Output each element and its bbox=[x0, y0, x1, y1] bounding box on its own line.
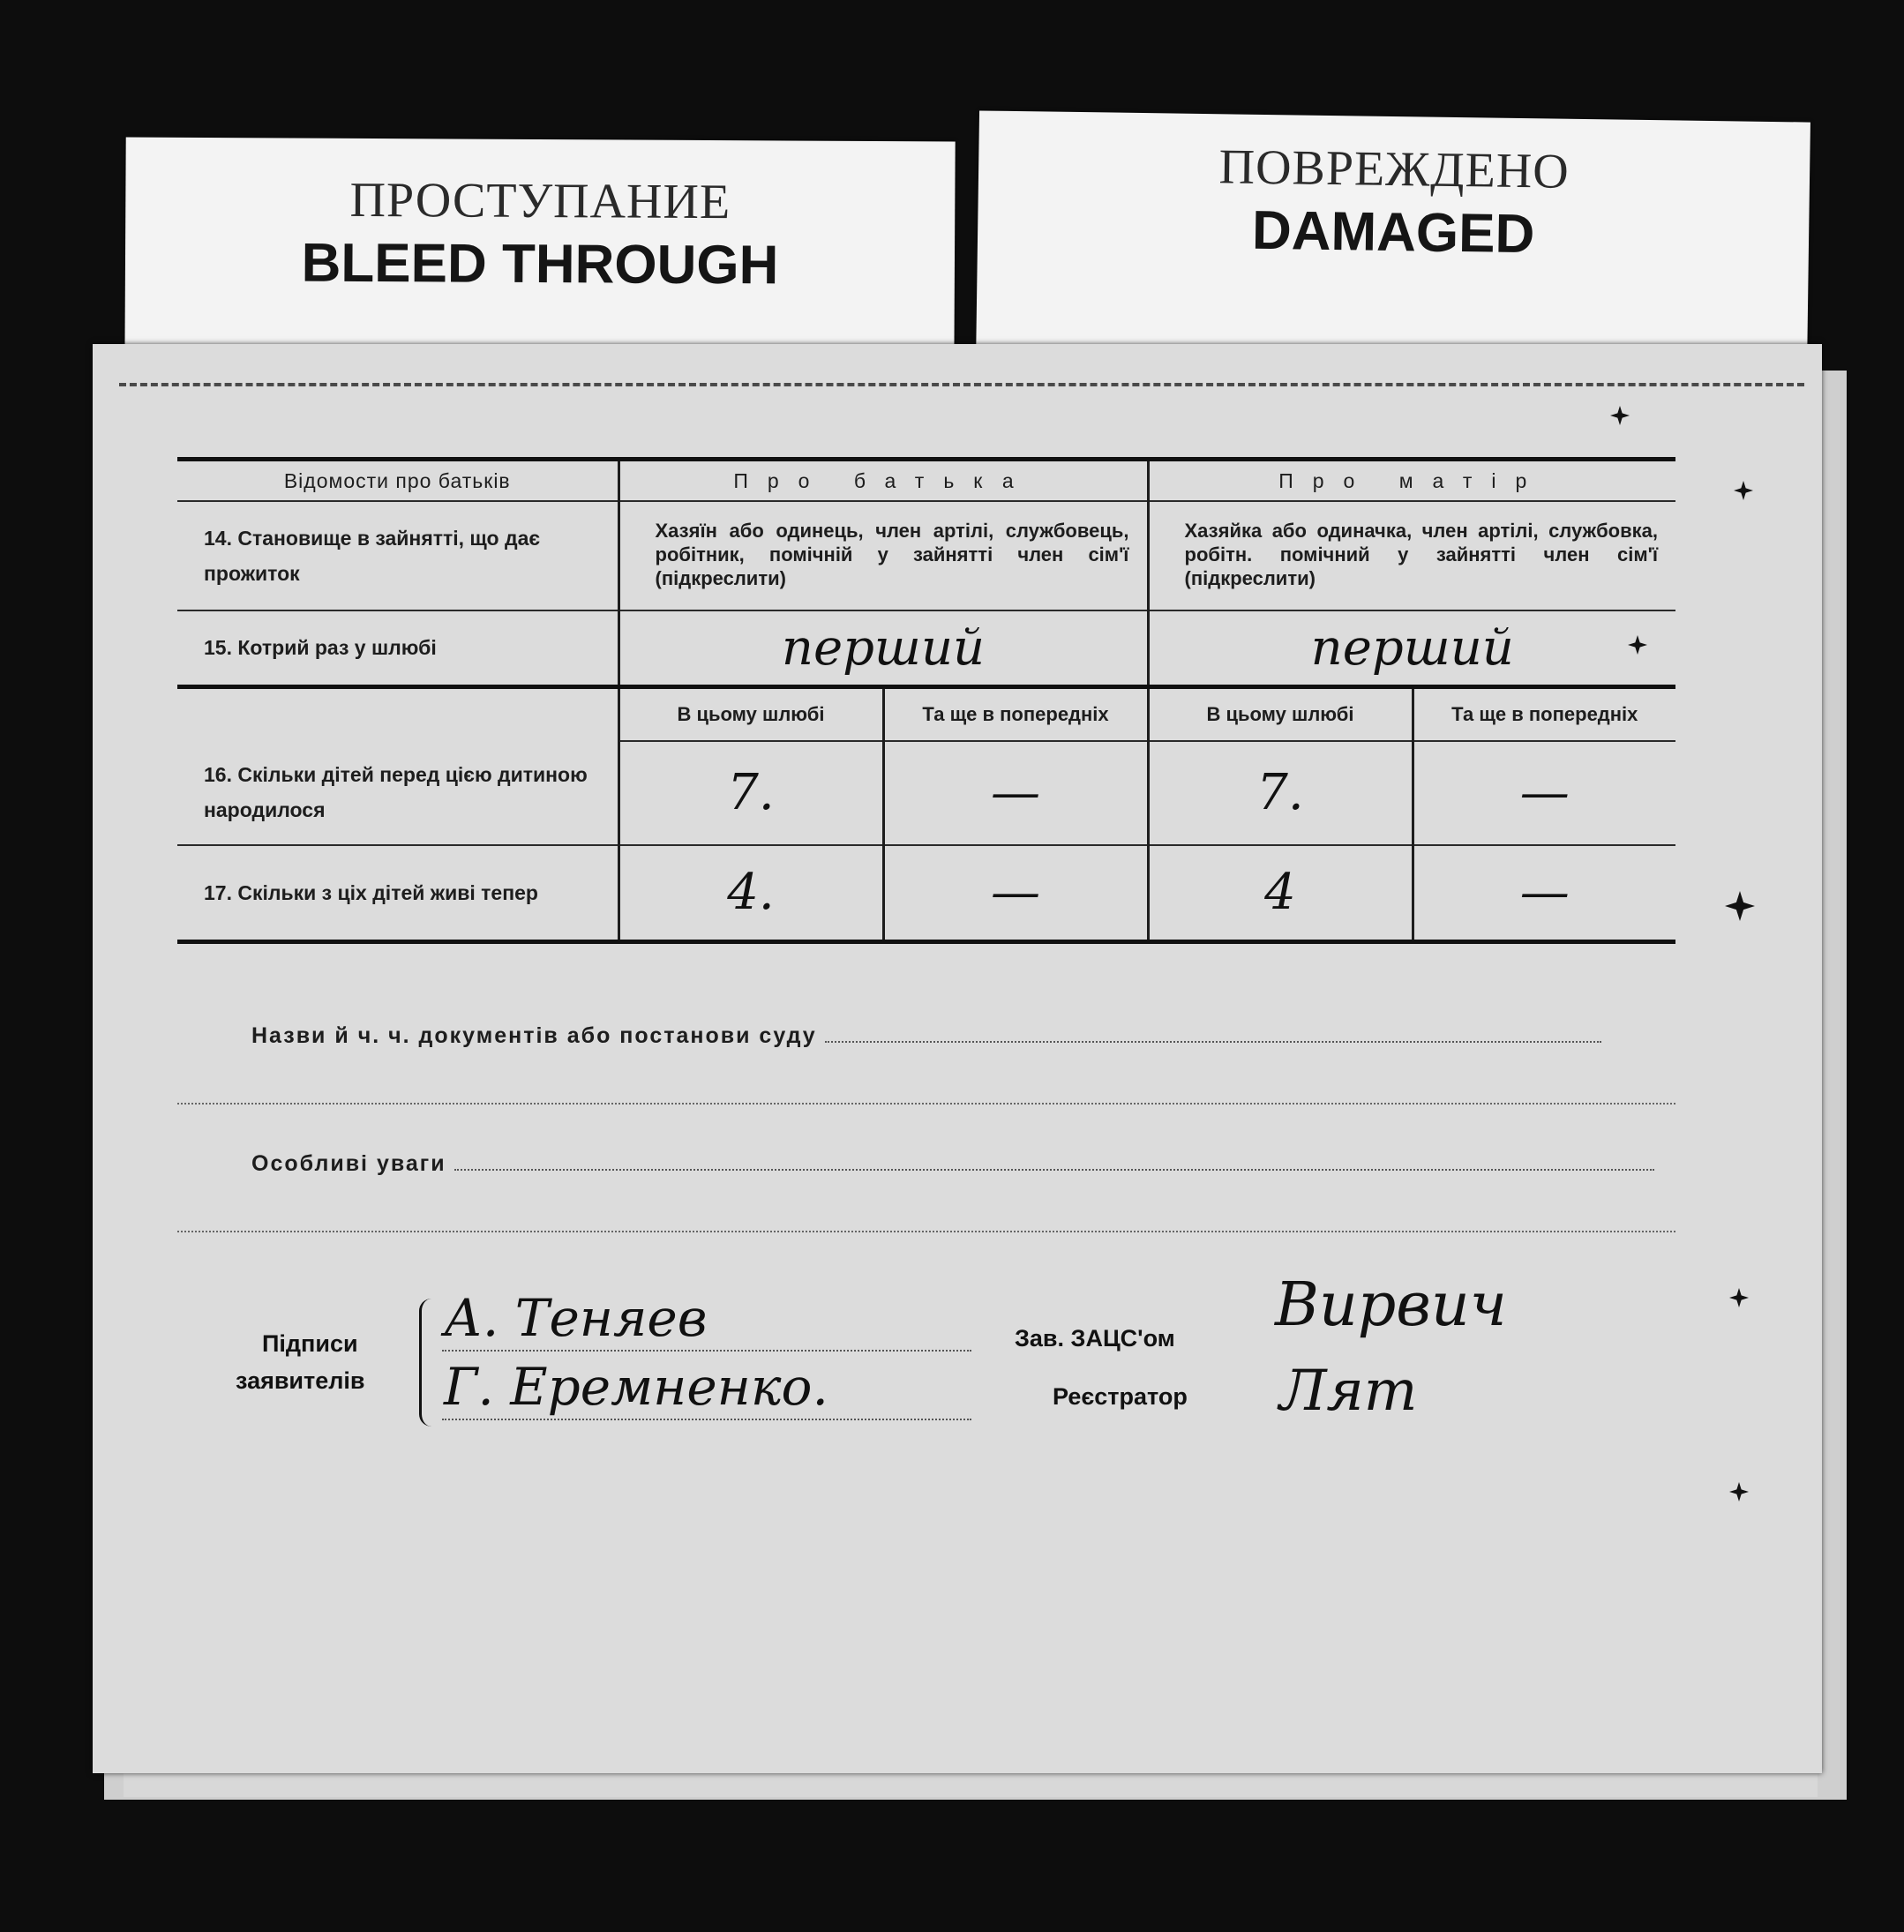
tag-text-en: BLEED THROUGH bbox=[301, 232, 779, 296]
subheader-mother-this: В цьому шлюбі bbox=[1148, 686, 1413, 741]
tag-text-en: DAMAGED bbox=[1251, 199, 1535, 266]
applicants-brace bbox=[419, 1299, 441, 1427]
row-14-father-options: Хазяїн або одинець, член артілі, службовець, робітник, помічній у зайнятті член сім'ї (підкреслити) bbox=[618, 501, 1148, 610]
tag-text-ru: ПРОСТУПАНИЕ bbox=[349, 172, 731, 230]
row-16-label: 16. Скільки дітей перед цією дитиною народилося bbox=[204, 763, 588, 821]
tag-text-ru: ПОВРЕЖДЕНО bbox=[1218, 139, 1570, 199]
row-15-father-value: перший bbox=[618, 610, 1148, 686]
signatures-section bbox=[93, 344, 1822, 1773]
applicant-2-line bbox=[442, 1419, 971, 1420]
head-of-registry-signature: Вирвич bbox=[1275, 1270, 1507, 1340]
subheader-father-prev: Та ще в попередніх bbox=[883, 686, 1148, 741]
header-parents-info: Відомости про батьків bbox=[283, 468, 511, 492]
header-mother: Про матір bbox=[1148, 460, 1675, 502]
row-16-father-prev: — bbox=[883, 741, 1148, 845]
row-15-mother-value: перший bbox=[1148, 610, 1675, 686]
head-of-registry-label: Зав. ЗАЦС'ом bbox=[1015, 1325, 1175, 1352]
row-17-father-this: 4. bbox=[618, 845, 883, 942]
documents-field-label: Назви й ч. ч. документів або постанови суду bbox=[251, 1023, 817, 1048]
row-17-mother-this: 4 bbox=[1148, 845, 1413, 942]
remarks-field-label: Особливі уваги bbox=[251, 1151, 446, 1176]
row-17-mother-prev: — bbox=[1413, 845, 1675, 942]
applicant-1-line bbox=[442, 1350, 971, 1352]
damaged-tag bbox=[976, 110, 1810, 373]
applicants-label-2: заявителів bbox=[236, 1367, 365, 1394]
row-16-mother-prev: — bbox=[1413, 741, 1675, 845]
applicants-label-1: Підписи bbox=[262, 1330, 358, 1357]
registration-form-sheet bbox=[93, 344, 1822, 1773]
header-father: Про батька bbox=[618, 460, 1148, 502]
registrar-signature: Лят bbox=[1279, 1359, 1418, 1424]
row-14-label: 14. Становище в зайнятті, що дає прожиток bbox=[204, 527, 541, 585]
subheader-mother-prev: Та ще в попередніх bbox=[1413, 686, 1675, 741]
applicant-2-signature: Г. Еремненко. bbox=[444, 1357, 828, 1417]
subheader-father-this: В цьому шлюбі bbox=[618, 686, 883, 741]
row-16-mother-this: 7. bbox=[1148, 741, 1413, 845]
row-17-label: 17. Скільки з ціх дітей живі тепер bbox=[204, 880, 538, 904]
row-16-father-this: 7. bbox=[618, 741, 883, 845]
row-14-mother-options: Хазяйка або одиначка, член артілі, службовка, робітн. помічний у зайнятті член сім'ї (підкреслити) bbox=[1148, 501, 1675, 610]
registrar-label: Реєстратор bbox=[1053, 1383, 1188, 1410]
applicant-1-signature: А. Теняев bbox=[444, 1288, 708, 1348]
row-17-father-prev: — bbox=[883, 845, 1148, 942]
row-15-label: 15. Котрий раз у шлюбі bbox=[204, 636, 437, 660]
